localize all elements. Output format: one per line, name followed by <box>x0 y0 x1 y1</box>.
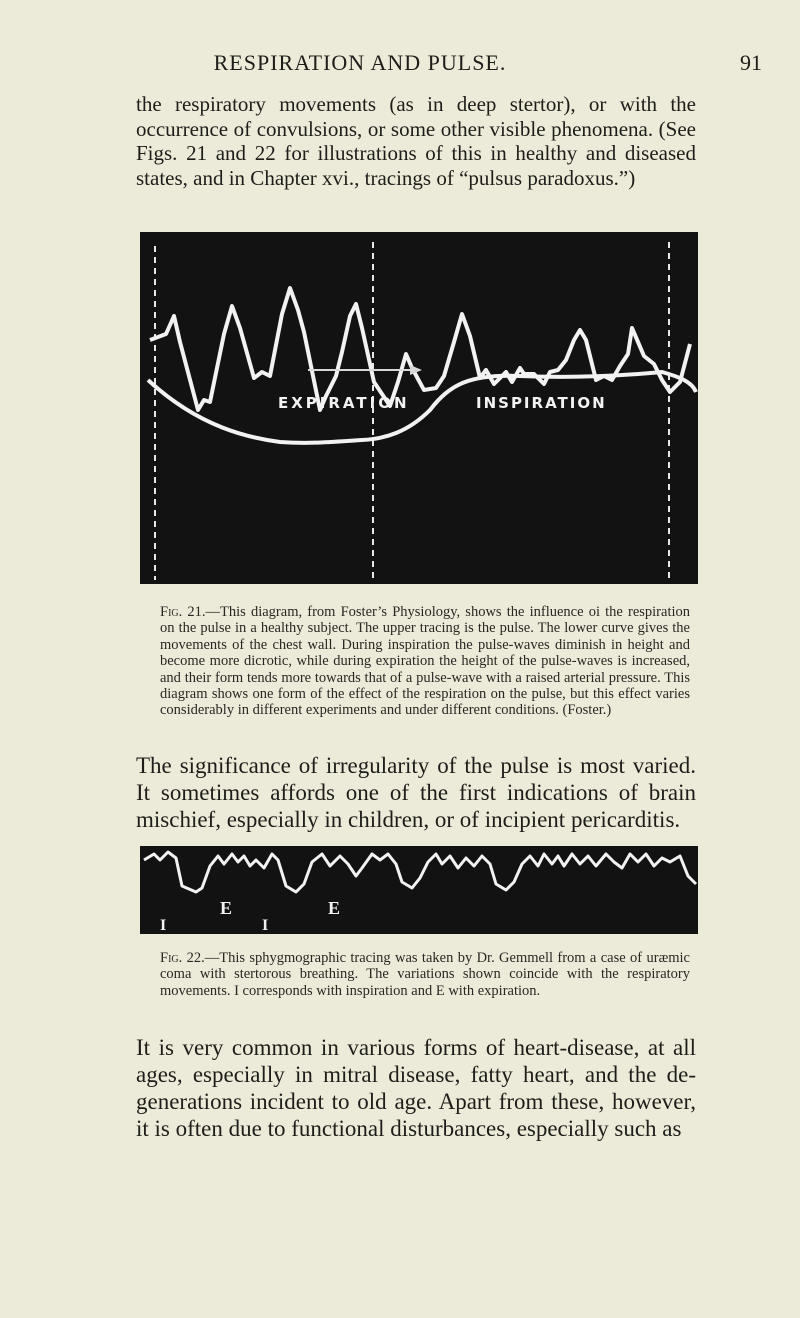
mark-expiration-2: E <box>328 898 341 918</box>
figure-21-caption <box>160 604 690 719</box>
figure-22-caption-text: —This sphygmographic tracing was taken by Dr. Gemmell from a case of uræmic coma with stertorous breathing. The variations shown coincide with the respiratory movements. I corresponds with inspiration and E with expiration. <box>160 950 690 999</box>
paragraph-heart-disease: It is very common in various forms of heart-disease, at all ages, especially in mitral disease, fatty heart, and the degenerations incident to old age. Apart from these, however, it is often due to functional disturbances, especially such as <box>136 1035 696 1141</box>
figure-22-caption <box>160 950 690 999</box>
paragraph-intro: the respiratory movements (as in deep stertor), or with the occurrence of convulsions, or some other visible phenomena. (See Figs. 21 and 22 for illustrations of this in healthy and diseased states, and in Chapter xvi., tracings of “pulsus paradoxus.”) <box>136 92 696 190</box>
figure-21-caption-text: —This diagram, from Foster’s Physiology, shows the influence oi the respiration on the pulse in a healthy subject. The upper tracing is the pulse. The lower curve gives the movements of the chest wall. During inspiration the pulse-waves diminish in height and become more dicrotic, while during expiration the height of the pulse-waves is increased, and their form tends more towards that of a pulse-wave with a raised arterial pressure. This diagram shows one form of the effect of the respiration on the pulse, but this effect varies considerably in different experiments and under different conditions. (Foster.) <box>160 604 690 719</box>
page-number: 91 <box>740 50 762 75</box>
figure-21-tracing <box>140 232 698 584</box>
arrow-icon <box>308 365 422 375</box>
label-inspiration: INSPIRATION <box>476 394 607 412</box>
figure-22 <box>140 846 698 934</box>
mark-inspiration-2: I <box>262 917 269 934</box>
figure-21-caption-lead: Fig. 21. <box>160 604 206 620</box>
figure-22-caption-lead: Fig. 22. <box>160 950 205 966</box>
figure-21 <box>140 232 698 584</box>
label-expiration: EXPIRATION <box>278 394 410 412</box>
pulse-tracing <box>150 288 690 410</box>
sphygmograph-tracing <box>144 852 696 892</box>
running-title: RESPIRATION AND PULSE. <box>213 50 507 75</box>
running-head <box>0 50 800 80</box>
mark-inspiration-1: I <box>160 917 167 934</box>
paragraph-significance: The significance of irregularity of the pulse is most varied. It sometimes affords one of the first indications of brain mischief, especially in children, or of incipient pericarditis. <box>136 753 696 832</box>
figure-22-tracing <box>140 846 698 934</box>
mark-expiration-1: E <box>220 898 233 918</box>
